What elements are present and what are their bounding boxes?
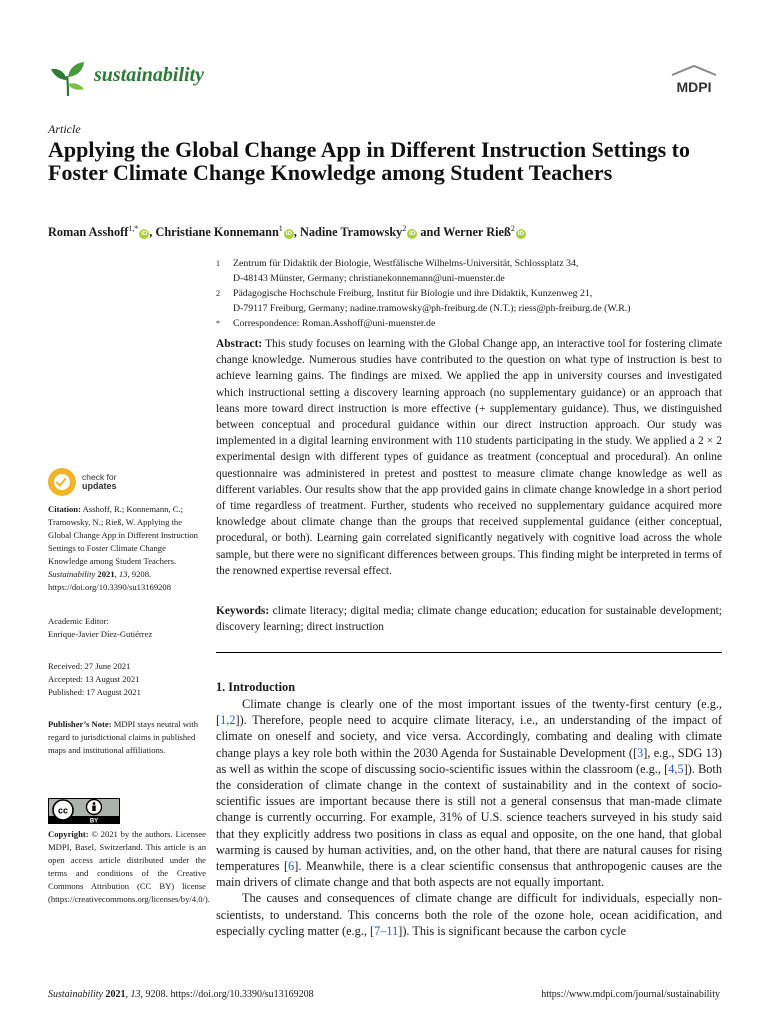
section-body xyxy=(216,696,722,939)
body-paragraph: The causes and consequences of climate change are difficult for individuals, especially non-scientists, to understand. This concerns both the role of the ozone hole, ocean acidification, and especially cycling matter (e.g., [7–11]). This is significant because the carbon cycle xyxy=(216,891,722,938)
citation-doi-link[interactable]: https://doi.org/10.3390/su13169208 xyxy=(48,582,172,592)
journal-header xyxy=(48,58,720,98)
publisher-name: MDPI xyxy=(676,79,712,95)
affiliations xyxy=(216,256,736,331)
article-title: Applying the Global Change App in Different Instruction Settings to Foster Climate Change Knowledge among Student Teachers xyxy=(48,137,690,185)
author-affiliation-mark: 2 xyxy=(510,224,515,233)
citation-link[interactable]: 7–11 xyxy=(374,923,399,938)
copyright-text: © 2021 by the authors. Licensee MDPI, Basel, Switzerland. This article is an open access article distributed under the terms and conditions of the Creative Commons Attribution (CC BY) license (https://creativecommons.org/licenses/by/4.0/). xyxy=(48,829,210,904)
keywords-label: Keywords: xyxy=(216,605,270,617)
footer-year: 2021 xyxy=(105,989,126,1000)
publisher-note xyxy=(48,718,206,757)
orcid-icon[interactable]: iD xyxy=(409,230,416,238)
cc-by-license-icon[interactable] xyxy=(48,798,120,824)
citation-volume: 13 xyxy=(118,569,128,579)
orcid-icon[interactable]: iD xyxy=(517,230,525,238)
abstract-label: Abstract: xyxy=(216,338,263,350)
accepted-date: Accepted: 13 August 2021 xyxy=(48,674,140,684)
mdpi-logo-icon[interactable] xyxy=(668,64,720,98)
author-affiliation-mark: 1 xyxy=(278,224,283,233)
body-paragraph: Climate change is clearly one of the most important issues of the twenty-first century (e.g., [1,2]). Therefore, people need to acquire climate literacy, i.e., an understanding of the impact of climate on oneself and society, and vice versa. Accordingly, combating and dealing with climate change plays a key role both within the 2030 Agenda for Sustainable Development ([3], e.g., SDG 13) as well as within the scope of discussing socio-scientific issues within the classroom (e.g., [4,5]). Both the consideration of climate change in the context of sustainability and in the context of socio-scientific issues are important because there is still not a general consensus that man-made climate change is currently occurring. For example, 31% of U.S. science teachers surveyed in his study said that they explicitly address two positions in class as equal and opposite, on the one hand, that global warming is caused by human activities, and, on the other hand, that there are natural causes for rising temperatures [6]. Meanwhile, there is a clear scientific consensus that anthropogenic causes are the main drivers of climate change and that both aspects are not equally important. xyxy=(216,697,723,890)
editor-label: Academic Editor: xyxy=(48,616,109,626)
citation-text: Asshoff, R.; Konnemann, C.; Tramowsky, N.; Rieß, W. Applying the Global Change App in Different Instruction Settings to Foster Climate Change Knowledge among Student Teachers. xyxy=(48,504,198,566)
footer-journal: Sustainability xyxy=(48,989,103,1000)
publisher-note-label: Publisher’s Note: xyxy=(48,719,112,729)
affiliation-line: D-48143 Münster, Germany; christianekonnemann@uni-muenster.de xyxy=(233,273,505,284)
footer-doi[interactable]: , 9208. https://doi.org/10.3390/su13169208 xyxy=(140,989,314,1000)
affiliation-line: Correspondence: Roman.Asshoff@uni-muenster.de xyxy=(233,318,436,329)
received-date: Received: 27 June 2021 xyxy=(48,661,131,671)
editor-name: Enrique-Javier Díez-Gutiérrez xyxy=(48,629,153,639)
keywords xyxy=(216,603,722,635)
citation-link[interactable]: 4,5 xyxy=(668,761,684,776)
affiliation-item xyxy=(216,286,736,316)
section-heading: 1. Introduction xyxy=(216,680,296,694)
check-for-updates-icon xyxy=(48,468,76,496)
check-for-updates-badge[interactable] xyxy=(48,468,158,496)
check-updates-line2: updates xyxy=(82,481,117,491)
affiliation-mark: 2 xyxy=(216,289,220,298)
citation-link[interactable]: 3 xyxy=(637,745,644,760)
author-list: Roman Asshoff$^{1,*}$iD , Christiane Konnemann$^1$iD , Nadine Tramowsky$^2$iD and Werner Rieß$^2$iD xyxy=(48,224,525,240)
affiliation-line: Zentrum für Didaktik der Biologie, Westfälische Wilhelms-Universität, Schlossplatz 34, xyxy=(233,258,579,269)
citation-year: 2021 xyxy=(97,569,115,579)
publication-dates xyxy=(48,660,206,699)
academic-editor xyxy=(48,615,206,641)
author-affiliation-mark: 1,* xyxy=(128,224,139,233)
citation-block: Citation: Asshoff, R.; Konnemann, C.; Tramowsky, N.; Rieß, W. Applying the Global Change App in Different Instruction Settings to Foster Climate Change Knowledge among Student Teachers. Sustainability 2021, 13, 9208. https://doi.org/10.3390/su13169208 xyxy=(48,504,198,592)
section-divider xyxy=(216,652,722,653)
footer-volume: 13 xyxy=(130,989,141,1000)
author-name: Christiane Konnemann xyxy=(155,225,279,240)
citation-label: Citation: xyxy=(48,504,81,514)
affiliation-line: Pädagogische Hochschule Freiburg, Institut für Biologie und ihre Didaktik, Kunzenweg 21, xyxy=(233,288,593,299)
author-name: Roman Asshoff xyxy=(48,225,129,240)
svg-text:cc: cc xyxy=(57,805,69,816)
copyright-notice xyxy=(48,828,210,906)
orcid-icon[interactable]: iD xyxy=(285,230,293,238)
abstract-text: This study focuses on learning with the Global Change app, an interactive tool for fostering climate change knowledge. Numerous studies have contributed to the question on what type of instruction is best to achieve learning gains. The findings are mixed. We applied the app in university courses and investigated which instructional setting a discovery learning approach (no supplementary guidance) or an approach that leans more toward direct instruction is more effective (+ supplementary guidance). Thus, we distinguished between conceptual and procedural guidance within our direct instruction approach. Our study was implemented in a digital learning environment with 110 students participating in the study. We applied a 2 × 2 experimental design with different types of guidance as treatment (conceptual and procedural). An online questionnaire was administered in pretest and posttest to measure climate change knowledge as well as different variables. Our results show that the app provided gains in climate change knowledge in a short period of time regardless of treatment. Further, students who received no supplementary guidance acquired more knowledge about climate change than the groups that received supplemental guidance (either conceptual, procedural, or both). Learning gain correlated significantly negatively with cognitive load across the whole sample, but there were no significant differences between groups. This finding might be interpreted in terms of the renowned expertise reversal effect. xyxy=(216,338,722,577)
cc-by-label: BY xyxy=(89,818,99,824)
footer-citation: Sustainability 2021, 13, 9208. https://doi.org/10.3390/su13169208 xyxy=(48,989,314,1000)
keywords-text: climate literacy; digital media; climate change education; education for sustainable development; discovery learning; direct instruction xyxy=(216,605,722,634)
footer-journal-url[interactable]: https://www.mdpi.com/journal/sustainability xyxy=(541,989,720,1000)
citation-link[interactable]: 1,2 xyxy=(220,713,236,728)
affiliation-line: D-79117 Freiburg, Germany; nadine.tramowsky@ph-freiburg.de (N.T.); riess@ph-freiburg.de (W.R.) xyxy=(233,303,631,314)
author-affiliation-mark: 2 xyxy=(402,224,407,233)
affiliation-item xyxy=(216,316,736,331)
published-date: Published: 17 August 2021 xyxy=(48,687,141,697)
abstract xyxy=(216,336,722,579)
publisher-note-text: MDPI stays neutral with regard to jurisdictional claims in published maps and institutional affiliations. xyxy=(48,719,198,755)
check-updates-line1: check for xyxy=(82,472,117,482)
citation-link[interactable]: 6 xyxy=(288,859,295,874)
affiliation-item xyxy=(216,256,736,286)
sustainability-logo-icon xyxy=(48,58,88,98)
journal-name[interactable]: sustainability xyxy=(94,64,205,86)
orcid-icon[interactable]: iD xyxy=(141,230,148,238)
article-type: Article xyxy=(48,122,81,136)
affiliation-mark: 1 xyxy=(216,259,220,268)
citation-journal: Sustainability xyxy=(48,569,96,579)
author-name: Nadine Tramowsky xyxy=(299,225,403,240)
citation-tail: , 9208. xyxy=(127,569,152,579)
author-name: Werner Rieß xyxy=(443,225,511,240)
affiliation-mark: * xyxy=(216,319,220,328)
copyright-label: Copyright: xyxy=(48,829,89,839)
